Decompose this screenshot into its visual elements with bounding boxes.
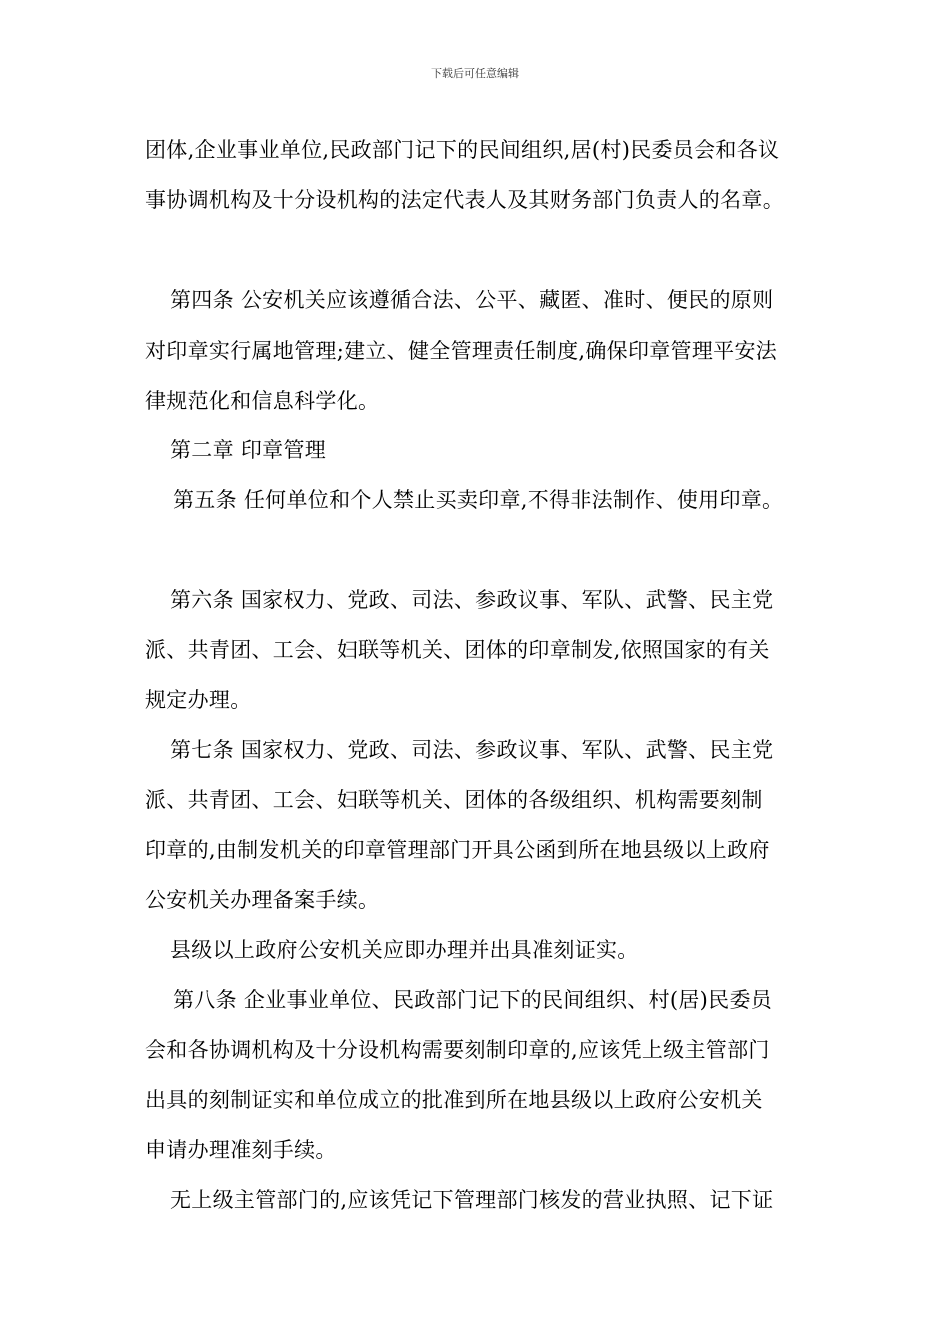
article-6-line: 规定办理。 bbox=[145, 688, 252, 712]
article-4-line: 对印章实行属地管理;建立、健全管理责任制度,确保印章管理平安法 bbox=[145, 339, 778, 363]
page-header: 下载后可任意编辑 bbox=[431, 67, 519, 80]
chapter-heading: 第二章 印章管理 bbox=[170, 438, 327, 462]
article-8-line: 会和各协调机构及十分设机构需要刻制印章的,应该凭上级主管部门 bbox=[145, 1038, 770, 1062]
body-line: 事协调机构及十分设机构的法定代表人及其财务部门负责人的名章。 bbox=[145, 188, 784, 212]
article-7-line: 印章的,由制发机关的印章管理部门开具公函到所在地县级以上政府 bbox=[145, 838, 770, 862]
article-7-line: 公安机关办理备案手续。 bbox=[145, 888, 380, 912]
article-8-line: 申请办理准刻手续。 bbox=[145, 1138, 337, 1162]
article-8-line: 第八条 企业事业单位、民政部门记下的民间组织、村(居)民委员 bbox=[173, 988, 773, 1012]
body-line: 团体,企业事业单位,民政部门记下的民间组织,居(村)民委员会和各议 bbox=[145, 138, 780, 162]
article-7-line: 派、共青团、工会、妇联等机关、团体的各级组织、机构需要刻制 bbox=[145, 788, 763, 812]
article-4-line: 律规范化和信息科学化。 bbox=[145, 389, 380, 413]
article-7-paragraph: 县级以上政府公安机关应即办理并出具准刻证实。 bbox=[170, 938, 639, 962]
article-7-line: 第七条 国家权力、党政、司法、参政议事、军队、武警、民主党 bbox=[170, 738, 774, 762]
article-5-line: 第五条 任何单位和个人禁止买卖印章,不得非法制作、使用印章。 bbox=[173, 488, 784, 512]
article-8-line: 出具的刻制证实和单位成立的批准到所在地县级以上政府公安机关 bbox=[145, 1088, 763, 1112]
article-6-line: 派、共青团、工会、妇联等机关、团体的印章制发,依照国家的有关 bbox=[145, 638, 770, 662]
article-6-line: 第六条 国家权力、党政、司法、参政议事、军队、武警、民主党 bbox=[170, 588, 774, 612]
article-8-paragraph: 无上级主管部门的,应该凭记下管理部门核发的营业执照、记下证 bbox=[170, 1188, 774, 1212]
article-4-line: 第四条 公安机关应该遵循合法、公平、藏匿、准时、便民的原则 bbox=[170, 288, 774, 312]
